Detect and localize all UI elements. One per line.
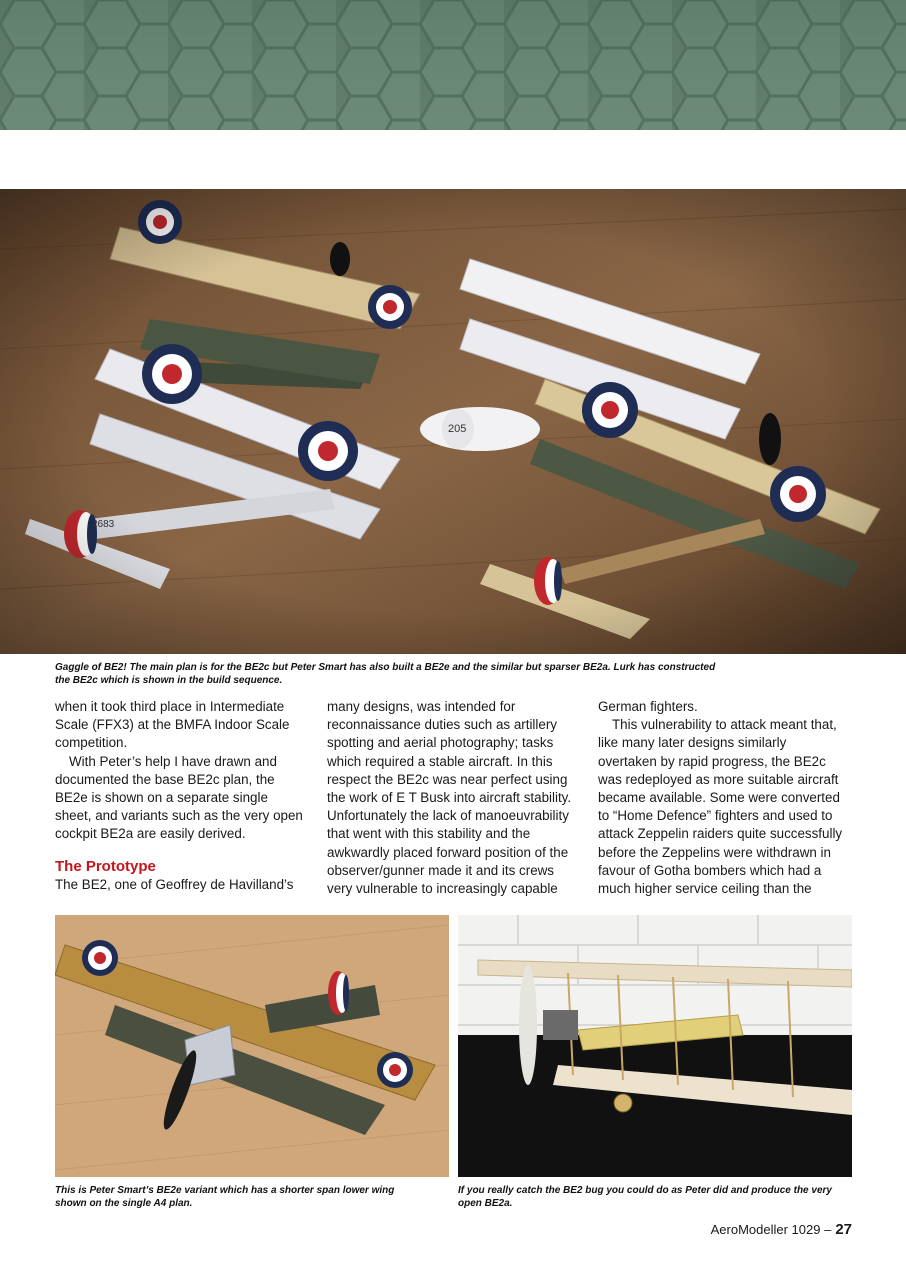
magazine-issue: AeroModeller 1029 –: [710, 1222, 832, 1237]
hero-caption-line2: the BE2c which is shown in the build sequence.: [55, 674, 283, 686]
photo-be2e-variant: [55, 915, 449, 1177]
paragraph: when it took third place in Intermediate Scale (FFX3) at the BMFA Indoor Scale competition.: [55, 699, 290, 751]
paragraph: German fighters.: [598, 699, 698, 714]
section-heading: The Prototype: [55, 857, 156, 875]
photo-left-caption-line1: This is Peter Smart’s BE2e variant which has a shorter span lower wing: [55, 1185, 395, 1196]
be2-models-illustration: [0, 189, 906, 654]
page-number: 27: [835, 1221, 852, 1238]
photo-be2a-open: [458, 915, 852, 1177]
article-column-2: [327, 698, 577, 898]
hex-pattern: [0, 0, 906, 130]
photo-right-caption: [458, 1185, 858, 1210]
photo-right-caption-line1: If you really catch the BE2 bug you could do as Peter did and produce the very: [458, 1185, 832, 1196]
photo-left-caption-line2: shown on the single A4 plan.: [55, 1197, 193, 1209]
page-footer: [711, 1221, 852, 1238]
photo-left-caption: [55, 1185, 455, 1210]
article-column-1: [55, 698, 305, 894]
article-column-3: [598, 698, 848, 898]
hero-photo: [0, 189, 906, 654]
be2e-illustration: [55, 915, 449, 1177]
paragraph: many designs, was intended for reconnaissance duties such as artillery spotting and aerial photography; tasks which required a stable aircraft. In this respect the BE2c was near perfect using the work of E T Busk into aircraft stability. Unfortunately the lack of manoeuvrability that went with this stability and the awkwardly placed forward position of the observer/gunner made it and its crews very vulnerable to increasingly capable: [327, 699, 572, 897]
paragraph: With Peter’s help I have drawn and documented the base BE2c plan, the BE2e is shown on a separate single sheet, and variants such as the very open cockpit BE2a are easily derived.: [55, 753, 303, 842]
paragraph: This vulnerability to attack meant that, like many later designs similarly overtaken by rapid progress, the BE2c was redeployed as more suitable aircraft became available. Some were converted to “Home Defence” fighters and used to attack Zeppelin raiders quite successfully before the Zeppelins were withdrawn in favour of Gotha bombers which had a much higher service ceiling than the: [598, 717, 843, 897]
hero-caption: [55, 662, 855, 687]
be2a-illustration: [458, 915, 852, 1177]
hero-caption-line1: Gaggle of BE2! The main plan is for the BE2c but Peter Smart has also built a BE2e and the similar but sparser BE2a. Lurk has constructed: [55, 662, 716, 673]
photo-right-caption-line2: open BE2a.: [458, 1197, 513, 1209]
header-hex-band: [0, 0, 906, 130]
paragraph: The BE2, one of Geoffrey de Havilland’s: [55, 876, 294, 892]
